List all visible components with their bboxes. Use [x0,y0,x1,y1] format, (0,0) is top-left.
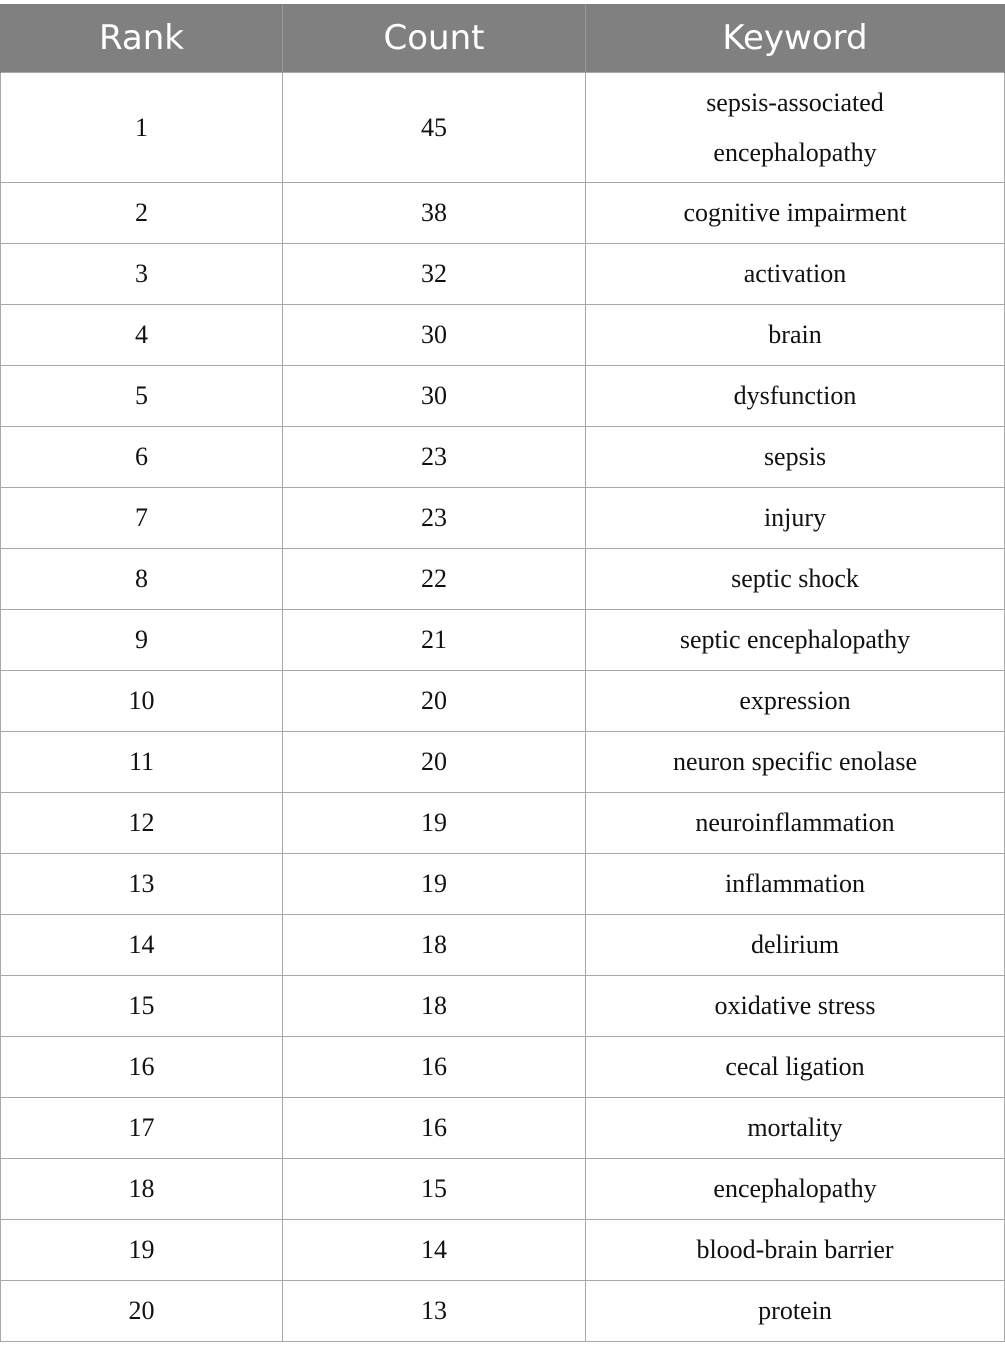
rank-cell: 9 [1,610,283,671]
table-body [1,73,1005,1342]
keyword-column-header: Keyword [586,4,1005,73]
count-cell: 30 [283,305,586,366]
table-row [1,488,1005,549]
rank-cell: 19 [1,1220,283,1281]
rank-column-header: Rank [1,4,283,73]
keyword-cell: blood-brain barrier [586,1220,1005,1281]
rank-cell: 8 [1,549,283,610]
keyword-cell: activation [586,244,1005,305]
rank-cell: 16 [1,1037,283,1098]
keyword-cell: mortality [586,1098,1005,1159]
table-row [1,244,1005,305]
header-row [1,4,1005,73]
table-row [1,366,1005,427]
rank-cell: 13 [1,854,283,915]
table-row [1,854,1005,915]
keyword-cell: sepsis-associated encephalopathy [586,73,1005,183]
table-row [1,1220,1005,1281]
count-cell: 14 [283,1220,586,1281]
count-cell: 45 [283,73,586,183]
rank-cell: 20 [1,1281,283,1342]
table-row [1,610,1005,671]
rank-cell: 17 [1,1098,283,1159]
rank-cell: 18 [1,1159,283,1220]
table-row [1,1159,1005,1220]
keyword-cell: cecal ligation [586,1037,1005,1098]
rank-cell: 2 [1,183,283,244]
keyword-cell: inflammation [586,854,1005,915]
table-row [1,1037,1005,1098]
count-cell: 13 [283,1281,586,1342]
keyword-cell: cognitive impairment [586,183,1005,244]
table-row [1,1098,1005,1159]
table-row [1,976,1005,1037]
rank-cell: 4 [1,305,283,366]
rank-cell: 14 [1,915,283,976]
table-row [1,915,1005,976]
keyword-cell: septic shock [586,549,1005,610]
table-row [1,793,1005,854]
keyword-cell: septic encephalopathy [586,610,1005,671]
rank-cell: 1 [1,73,283,183]
keyword-cell: neuroinflammation [586,793,1005,854]
count-cell: 20 [283,732,586,793]
count-cell: 18 [283,976,586,1037]
keyword-table [0,4,1005,1342]
rank-cell: 11 [1,732,283,793]
rank-cell: 10 [1,671,283,732]
keyword-cell: dysfunction [586,366,1005,427]
count-cell: 20 [283,671,586,732]
table-row [1,1281,1005,1342]
table-row [1,732,1005,793]
rank-cell: 5 [1,366,283,427]
count-cell: 15 [283,1159,586,1220]
count-cell: 19 [283,793,586,854]
keyword-cell: injury [586,488,1005,549]
keyword-cell: delirium [586,915,1005,976]
count-cell: 23 [283,488,586,549]
count-cell: 22 [283,549,586,610]
count-cell: 16 [283,1037,586,1098]
rank-cell: 3 [1,244,283,305]
keyword-cell: oxidative stress [586,976,1005,1037]
count-cell: 38 [283,183,586,244]
count-cell: 21 [283,610,586,671]
count-cell: 16 [283,1098,586,1159]
count-cell: 23 [283,427,586,488]
count-cell: 32 [283,244,586,305]
rank-cell: 7 [1,488,283,549]
keyword-cell: sepsis [586,427,1005,488]
table-row [1,183,1005,244]
keyword-cell: neuron specific enolase [586,732,1005,793]
rank-cell: 12 [1,793,283,854]
keyword-cell: protein [586,1281,1005,1342]
table-row [1,427,1005,488]
table-row [1,305,1005,366]
rank-cell: 15 [1,976,283,1037]
keyword-cell: brain [586,305,1005,366]
count-column-header: Count [283,4,586,73]
keyword-cell: encephalopathy [586,1159,1005,1220]
table-row [1,671,1005,732]
count-cell: 19 [283,854,586,915]
count-cell: 30 [283,366,586,427]
table-row [1,549,1005,610]
table-row [1,73,1005,183]
rank-cell: 6 [1,427,283,488]
count-cell: 18 [283,915,586,976]
keyword-cell: expression [586,671,1005,732]
